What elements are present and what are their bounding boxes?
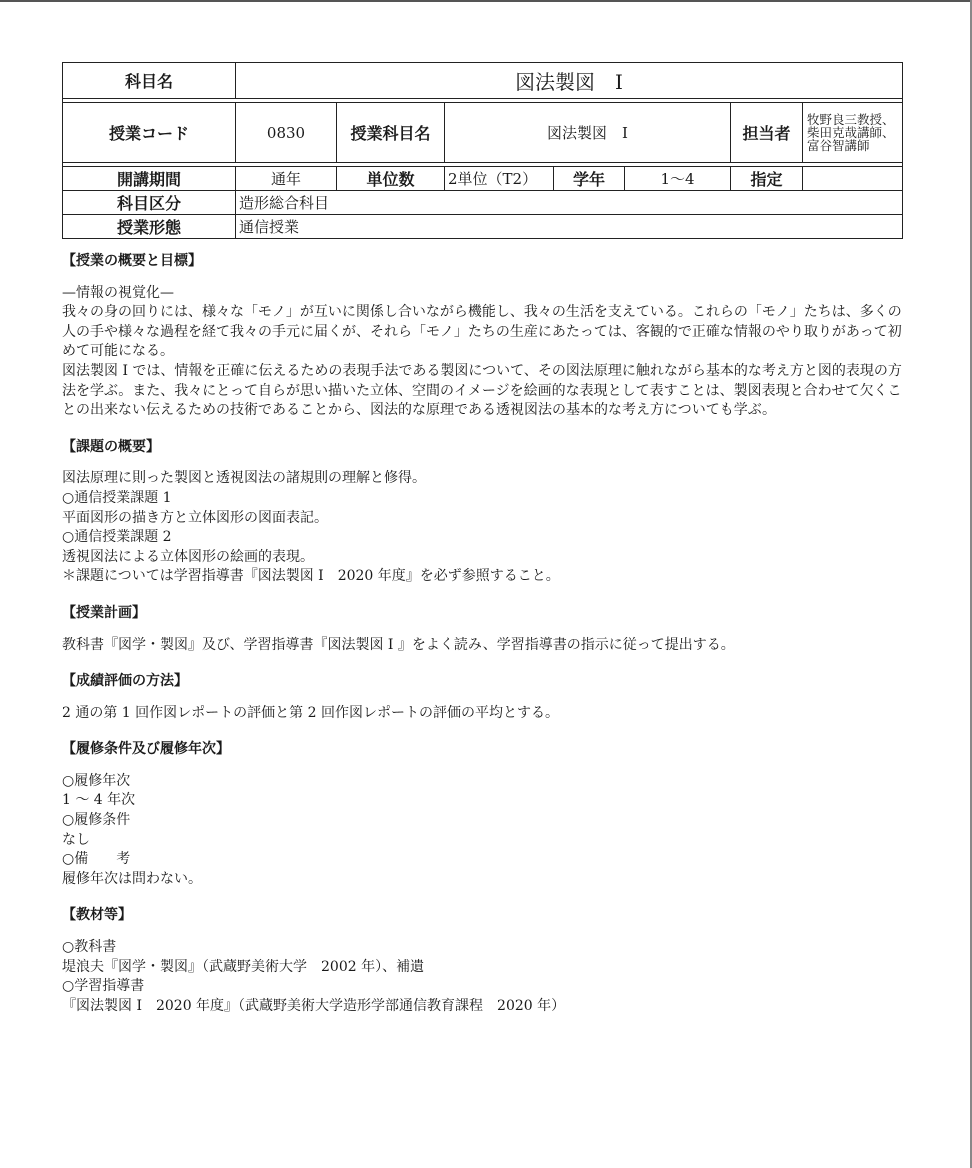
designation-label: 指定 (731, 167, 803, 191)
section-line: —情報の視覚化— (62, 284, 174, 301)
section-line: ○通信授業課題 1 (62, 489, 172, 506)
course-code-value: 0830 (236, 103, 337, 163)
subject-name-value: 図法製図 I (236, 63, 903, 99)
section-heading: 【成績評価の方法】 (62, 673, 188, 690)
section-line: 図法原理に則った製図と透視図法の諸規則の理解と修得。 (62, 470, 426, 487)
section-line: 図法製図 I では、情報を正確に伝えるための表現手法である製図について、その図法原理に触れながら基本的な考え方と図的表現の方法を学ぶ。また、我々にとって自らが思い描いた立体、空間のイメージを絵画的な表現として表すことは、製図表現と合わせて欠くことの出来ない伝えるための技術であることから、図法的な原理である透視図法の基本的な考え方についても学ぶ。 (62, 362, 902, 419)
syllabus-content (62, 252, 907, 1033)
section-line: 教科書『図学・製図』及び、学習指導書『図法製図 I 』をよく読み、学習指導書の指示に従って提出する。 (62, 636, 735, 653)
subject-name-label: 科目名 (63, 63, 236, 99)
section-line: ＊課題については学習指導書『図法製図 I 2020 年度』を必ず参照すること。 (62, 568, 560, 585)
instructor-value: 牧野良三教授、柴田克哉講師、富谷智講師 (803, 103, 903, 163)
section (62, 906, 907, 1016)
credits-label: 単位数 (337, 167, 445, 191)
designation-value (803, 167, 903, 191)
section (62, 604, 907, 655)
course-title-value: 図法製図 I (445, 103, 731, 163)
section-heading: 【授業の概要と目標】 (62, 253, 202, 269)
format-value: 通信授業 (236, 215, 903, 239)
section-line: ○通信授業課題 2 (62, 529, 172, 546)
category-value: 造形総合科目 (236, 191, 903, 215)
section-line: ○教科書 (62, 939, 117, 956)
section-line: 平面図形の描き方と立体図形の図面表記。 (62, 509, 328, 526)
period-value: 通年 (236, 167, 337, 191)
section-heading: 【教材等】 (62, 907, 132, 924)
course-code-label: 授業コード (63, 103, 236, 163)
instructor-label: 担当者 (731, 103, 803, 163)
section-line: 我々の身の回りには、様々な「モノ」が互いに関係し合いながら機能し、我々の生活を支えている。これらの「モノ」たちは、多くの人の手や様々な過程を経て我々の手元に届くが、それら「モノ」たちの生産にあたっては、客観的で正確な情報のやり取りがあって初めて可能になる。 (62, 304, 902, 360)
course-title-label: 授業科目名 (337, 103, 445, 163)
section (62, 672, 907, 723)
section (62, 438, 907, 587)
section-line: ○履修条件 (62, 812, 131, 829)
top-border-line (0, 0, 972, 2)
section-heading: 【課題の概要】 (62, 438, 160, 455)
section-line: 2 通の第 1 回作図レポートの評価と第 2 回作図レポートの評価の平均とする。 (62, 704, 559, 721)
section (62, 740, 907, 889)
year-label: 学年 (554, 167, 625, 191)
category-label: 科目区分 (63, 191, 236, 215)
section (62, 252, 907, 421)
section-line: ○履修年次 (62, 772, 131, 789)
section-line: ○備 考 (62, 851, 131, 868)
section-heading: 【履修条件及び履修年次】 (62, 741, 230, 758)
section-heading: 【授業計画】 (62, 604, 146, 621)
year-value: 1〜4 (625, 167, 731, 191)
credits-value: 2単位（T2） (445, 167, 554, 191)
period-label: 開講期間 (63, 167, 236, 191)
course-info-table (62, 62, 903, 239)
section-line: 『図法製図 I 2020 年度』（武蔵野美術大学造形学部通信教育課程 2020 年） (62, 997, 566, 1014)
section-line: 堤浪夫『図学・製図』（武蔵野美術大学 2002 年）、補遺 (62, 958, 425, 975)
section-line: なし (62, 831, 90, 848)
section-line: 1 〜 4 年次 (62, 792, 136, 809)
section-line: 透視図法による立体図形の絵画的表現。 (62, 548, 314, 565)
section-line: 履修年次は問わない。 (62, 870, 202, 887)
format-label: 授業形態 (63, 215, 236, 239)
section-line: ○学習指導書 (62, 978, 145, 995)
